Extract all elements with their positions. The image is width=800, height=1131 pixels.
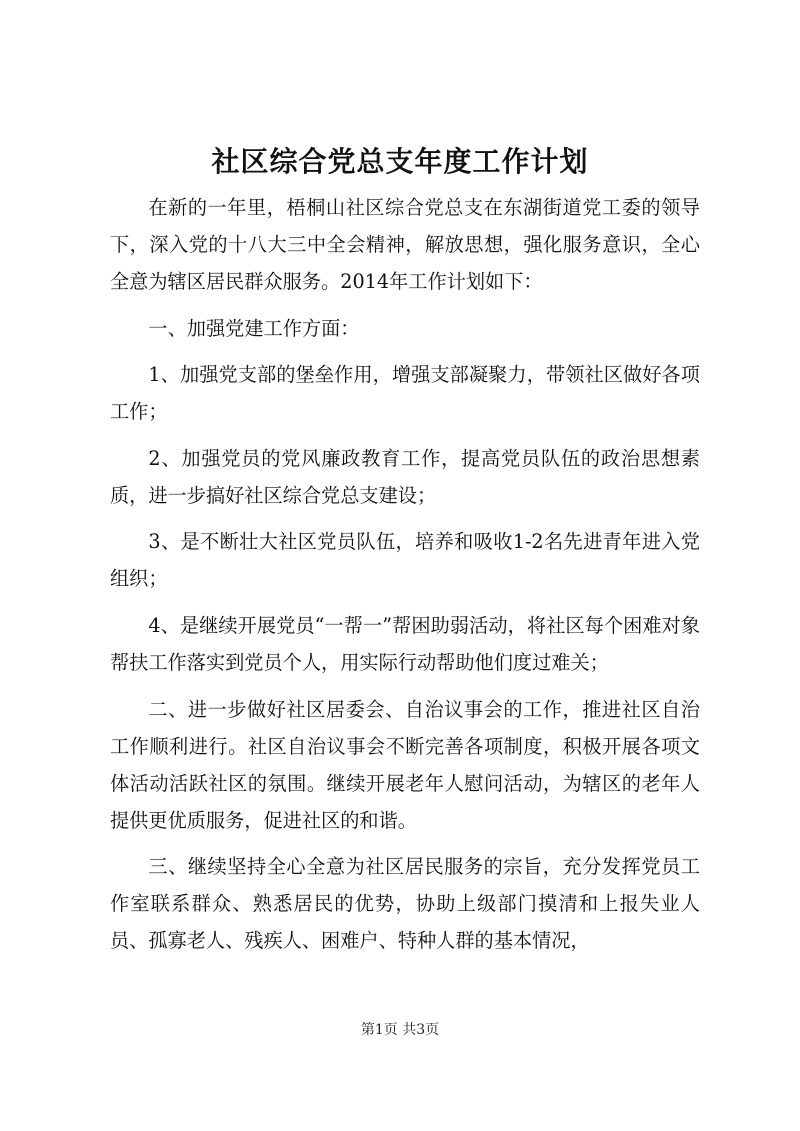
document-title: 社区综合党总支年度工作计划 bbox=[211, 145, 589, 178]
section-heading-party-building: 一、加强党建工作方面： bbox=[148, 316, 360, 340]
paragraph-item-4: 4、是继续开展党员“一帮一”帮困助弱活动，将社区每个困难对象帮扶工作落实到党员个人，用实际行动帮助他们度过难关； bbox=[110, 613, 700, 674]
page-footer: 第1页 共3页 bbox=[360, 1022, 440, 1038]
paragraph-item-1: 1、加强党支部的堡垒作用，增强支部凝聚力，带领社区做好各项工作； bbox=[110, 363, 700, 424]
paragraph-item-3: 3、是不断壮大社区党员队伍，培养和吸收1-2名先进青年进入党组织； bbox=[110, 530, 700, 591]
paragraph-section-3: 三、继续坚持全心全意为社区居民服务的宗旨，充分发挥党员工作室联系群众、熟悉居民的优势，协助上级部门摸清和上报失业人员、孤寡老人、残疾人、困难户、特种人群的基本情况， bbox=[110, 855, 700, 953]
paragraph-intro: 在新的一年里，梧桐山社区综合党总支在东湖街道党工委的领导下，深入党的十八大三中全会精神，解放思想，强化服务意识，全心全意为辖区居民群众服务。2014年工作计划如下： bbox=[110, 196, 700, 293]
paragraph-item-2: 2、加强党员的党风廉政教育工作，提高党员队伍的政治思想素质，进一步搞好社区综合党总支建设； bbox=[110, 446, 700, 507]
paragraph-section-2: 二、进一步做好社区居委会、自治议事会的工作，推进社区自治工作顺利进行。社区自治议事会不断完善各项制度，积极开展各项文体活动活跃社区的氛围。继续开展老年人慰问活动，为辖区的老年人提供更优质服务，促进社区的和谐。 bbox=[110, 697, 700, 832]
document-body bbox=[110, 189, 700, 969]
